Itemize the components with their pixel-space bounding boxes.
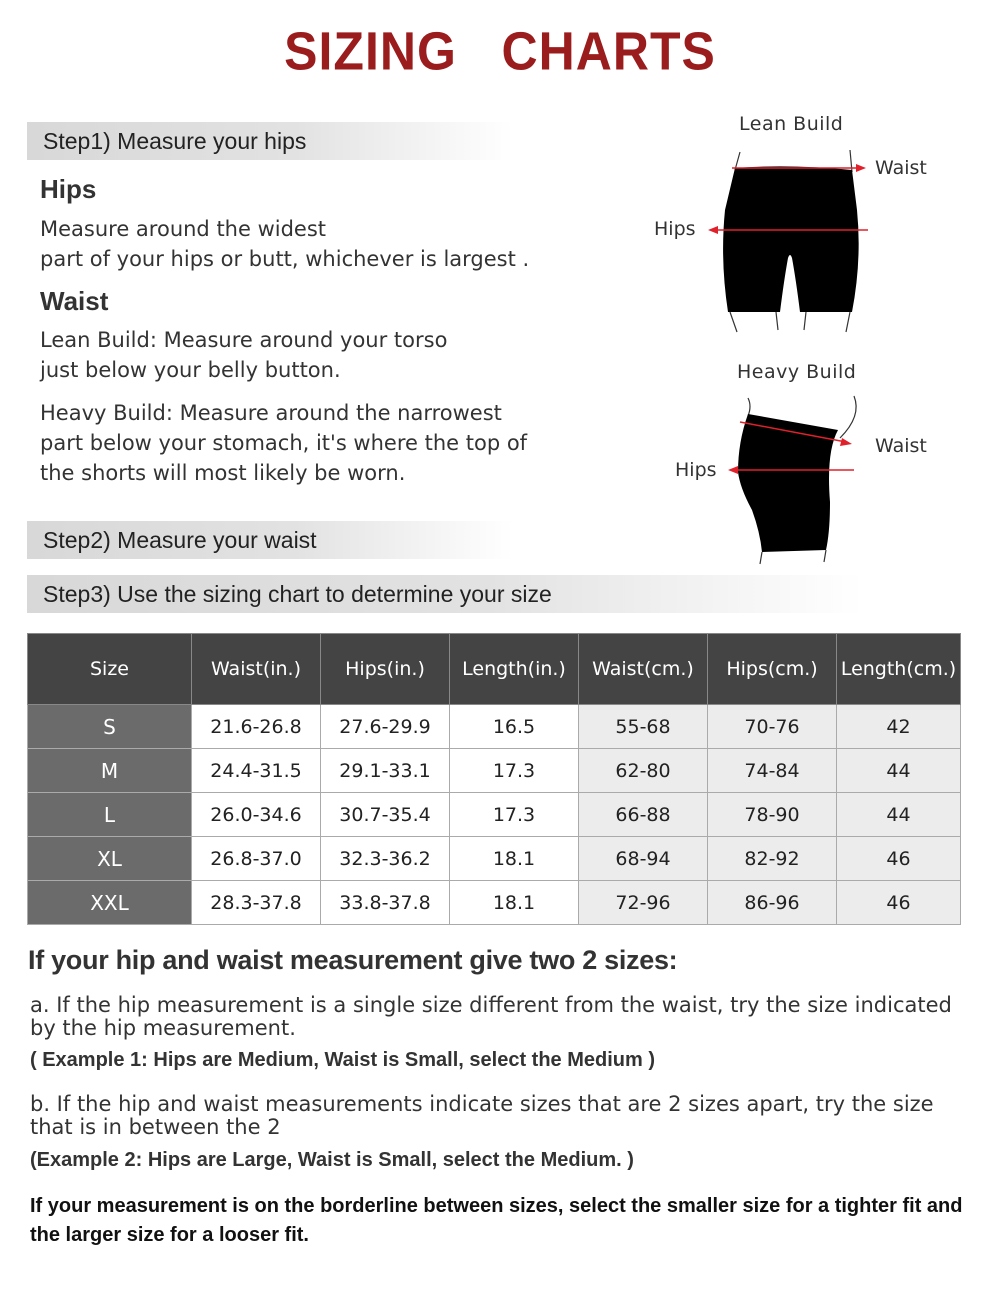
length-in-cell: 16.5 bbox=[450, 705, 579, 749]
step1-label: Step1) Measure your hips bbox=[43, 128, 307, 154]
lean-line1: Measure around your torso bbox=[156, 328, 448, 352]
size-cell: XXL bbox=[28, 881, 192, 925]
length-in-cell: 18.1 bbox=[450, 881, 579, 925]
hips-cm-cell: 78-90 bbox=[708, 793, 837, 837]
hips-text bbox=[40, 214, 529, 274]
table-header-row bbox=[28, 634, 961, 705]
lean-build-text bbox=[40, 325, 447, 385]
waist-in-cell: 28.3-37.8 bbox=[192, 881, 321, 925]
step3-banner bbox=[27, 575, 863, 613]
step2-label: Step2) Measure your waist bbox=[43, 527, 317, 553]
step3-label: Step3) Use the sizing chart to determine your size bbox=[43, 581, 552, 607]
lean-build-title: Lean Build bbox=[739, 113, 844, 135]
heavy-waist-label: Waist bbox=[875, 435, 927, 457]
table-row bbox=[28, 793, 961, 837]
lean-waist-label: Waist bbox=[875, 157, 927, 179]
waist-heading: Waist bbox=[40, 286, 109, 316]
header-size: Size bbox=[28, 634, 192, 705]
waist-in-cell: 21.6-26.8 bbox=[192, 705, 321, 749]
heavy-line1: Measure around the narrowest bbox=[172, 401, 502, 425]
length-in-cell: 17.3 bbox=[450, 793, 579, 837]
waist-in-cell: 26.0-34.6 bbox=[192, 793, 321, 837]
heavy-build-text bbox=[40, 398, 527, 488]
lean-hips-label: Hips bbox=[654, 218, 696, 240]
notes-heading: If your hip and waist measurement give two 2 sizes: bbox=[28, 945, 678, 975]
heavy-hips-label: Hips bbox=[675, 459, 717, 481]
table-row bbox=[28, 749, 961, 793]
size-cell: XL bbox=[28, 837, 192, 881]
waist-cm-cell: 55-68 bbox=[579, 705, 708, 749]
size-cell: L bbox=[28, 793, 192, 837]
size-cell: M bbox=[28, 749, 192, 793]
hips-cm-cell: 86-96 bbox=[708, 881, 837, 925]
hips-line2: part of your hips or butt, whichever is largest . bbox=[40, 247, 530, 271]
table-row bbox=[28, 705, 961, 749]
page-title: SIZING CHARTS bbox=[284, 20, 716, 82]
waist-cm-cell: 68-94 bbox=[579, 837, 708, 881]
header-length-in: Length(in.) bbox=[450, 634, 579, 705]
hips-in-cell: 27.6-29.9 bbox=[321, 705, 450, 749]
header-hips-cm: Hips(cm.) bbox=[708, 634, 837, 705]
note-b: b. If the hip and waist measurements indicate sizes that are 2 sizes apart, try the size that is in between the 2 bbox=[30, 1092, 934, 1139]
header-length-cm: Length(cm.) bbox=[837, 634, 961, 705]
heavy-line3: the shorts will most likely be worn. bbox=[40, 461, 406, 485]
length-cm-cell: 44 bbox=[837, 793, 961, 837]
step1-banner bbox=[27, 122, 513, 160]
hips-in-cell: 30.7-35.4 bbox=[321, 793, 450, 837]
step2-banner bbox=[27, 521, 513, 559]
length-cm-cell: 42 bbox=[837, 705, 961, 749]
hips-in-cell: 29.1-33.1 bbox=[321, 749, 450, 793]
waist-cm-cell: 62-80 bbox=[579, 749, 708, 793]
length-in-cell: 18.1 bbox=[450, 837, 579, 881]
table-row bbox=[28, 881, 961, 925]
length-cm-cell: 46 bbox=[837, 881, 961, 925]
header-waist-cm: Waist(cm.) bbox=[579, 634, 708, 705]
header-hips-in: Hips(in.) bbox=[321, 634, 450, 705]
hips-cm-cell: 70-76 bbox=[708, 705, 837, 749]
example-1: ( Example 1: Hips are Medium, Waist is Small, select the Medium ) bbox=[30, 1049, 655, 1071]
example-2: (Example 2: Hips are Large, Waist is Small, select the Medium. ) bbox=[30, 1149, 634, 1171]
heavy-build-label: Heavy Build: bbox=[40, 401, 173, 425]
table-row bbox=[28, 837, 961, 881]
hips-in-cell: 32.3-36.2 bbox=[321, 837, 450, 881]
size-cell: S bbox=[28, 705, 192, 749]
length-in-cell: 17.3 bbox=[450, 749, 579, 793]
heavy-line2: part below your stomach, it's where the top of bbox=[40, 431, 528, 455]
hips-line1: Measure around the widest bbox=[40, 217, 327, 241]
waist-in-cell: 24.4-31.5 bbox=[192, 749, 321, 793]
heavy-build-figure bbox=[640, 392, 900, 572]
waist-cm-cell: 72-96 bbox=[579, 881, 708, 925]
waist-cm-cell: 66-88 bbox=[579, 793, 708, 837]
hips-cm-cell: 82-92 bbox=[708, 837, 837, 881]
heavy-build-title: Heavy Build bbox=[737, 361, 857, 383]
hips-in-cell: 33.8-37.8 bbox=[321, 881, 450, 925]
borderline-note: If your measurement is on the borderline between sizes, select the smaller size for a tighter fit and the larger size for a looser fit. bbox=[30, 1195, 963, 1246]
length-cm-cell: 46 bbox=[837, 837, 961, 881]
header-waist-in: Waist(in.) bbox=[192, 634, 321, 705]
lean-build-label: Lean Build: bbox=[40, 328, 157, 352]
length-cm-cell: 44 bbox=[837, 749, 961, 793]
lean-line2: just below your belly button. bbox=[40, 358, 341, 382]
lean-build-figure bbox=[640, 140, 900, 370]
size-chart-table bbox=[27, 633, 961, 925]
waist-in-cell: 26.8-37.0 bbox=[192, 837, 321, 881]
hips-heading: Hips bbox=[40, 174, 97, 204]
hips-cm-cell: 74-84 bbox=[708, 749, 837, 793]
note-a: a. If the hip measurement is a single size different from the waist, try the size indicated by the hip measurement. bbox=[30, 993, 952, 1040]
